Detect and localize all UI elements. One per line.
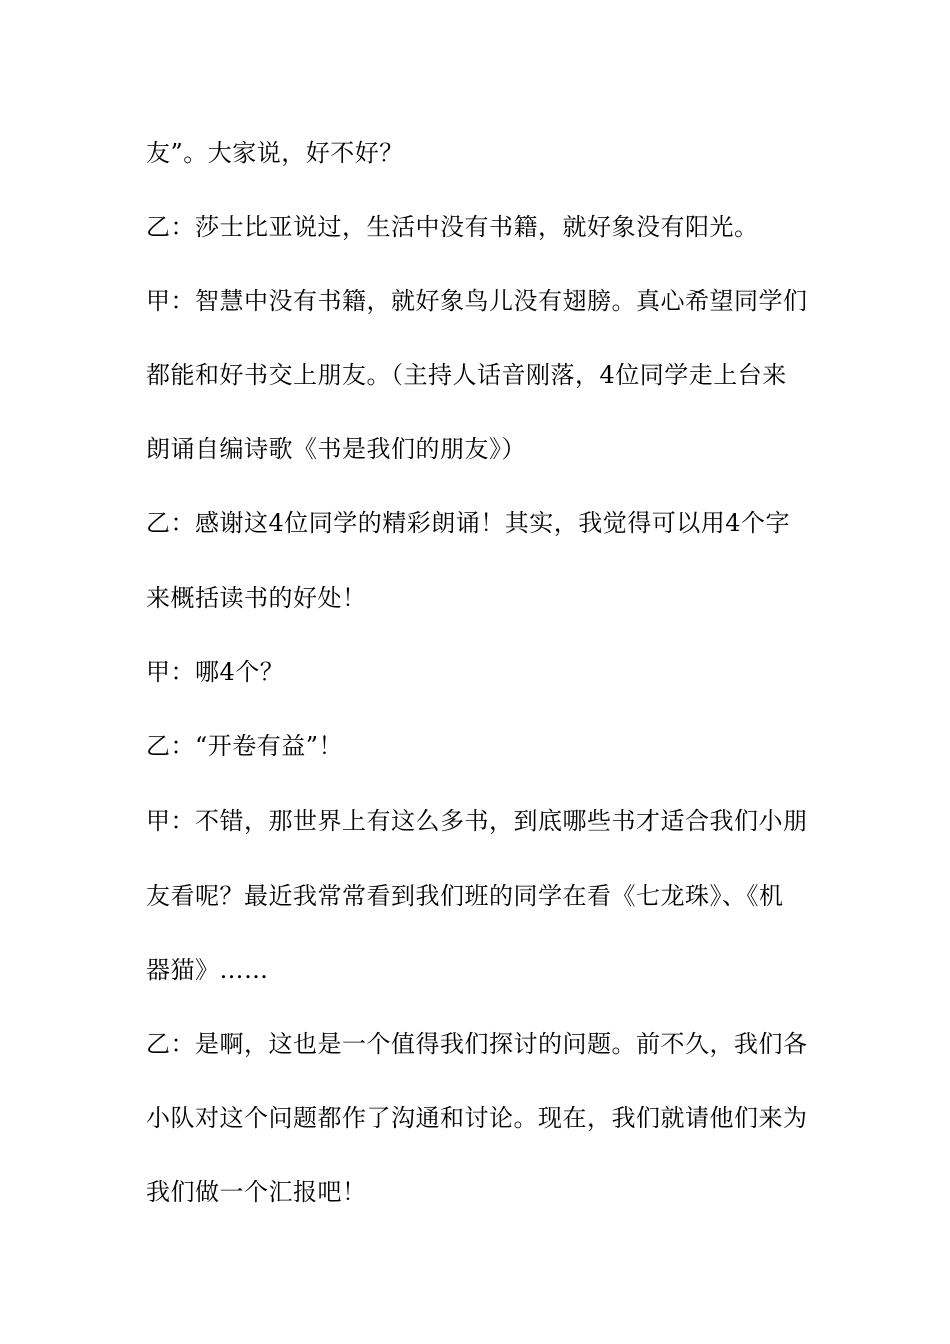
text-line: 小队对这个问题都作了沟通和讨论。现在，我们就请他们来为	[146, 1104, 808, 1132]
text-line: 友”。大家说，好不好？	[146, 139, 404, 167]
text-line: 乙：莎士比亚说过，生活中没有书籍，就好象没有阳光。	[146, 213, 759, 241]
text-line: 友看呢？最近我常常看到我们班的同学在看《七龙珠》、《机	[146, 882, 784, 910]
text-line: 来概括读书的好处！	[146, 584, 367, 612]
text-line: 甲：哪4个？	[146, 658, 285, 686]
text-line: 乙：感谢这4位同学的精彩朗诵！其实，我觉得可以用4个字	[146, 509, 791, 537]
text-line: 乙：是啊，这也是一个值得我们探讨的问题。前不久，我们各	[146, 1030, 808, 1058]
text-line: 乙：“开卷有益”！	[146, 732, 344, 760]
text-line: 朗诵自编诗歌《书是我们的朋友》）	[146, 435, 526, 463]
text-line: 都能和好书交上朋友。（主持人话音刚落，4位同学走上台来	[146, 361, 787, 389]
text-line: 甲：不错，那世界上有这么多书，到底哪些书才适合我们小朋	[146, 807, 808, 835]
text-line: 器猫》……	[146, 956, 269, 984]
text-line: 甲：智慧中没有书籍，就好象鸟儿没有翅膀。真心希望同学们	[146, 287, 808, 315]
text-line: 我们做一个汇报吧！	[146, 1178, 367, 1206]
